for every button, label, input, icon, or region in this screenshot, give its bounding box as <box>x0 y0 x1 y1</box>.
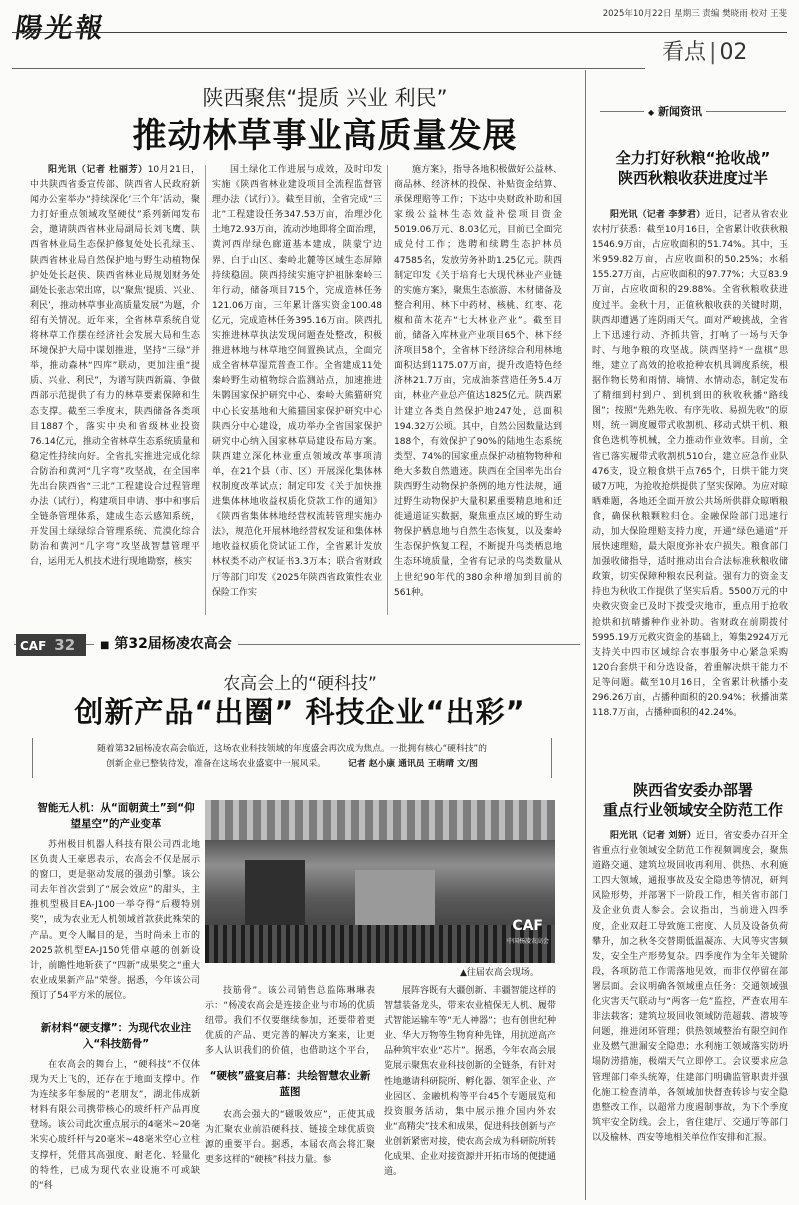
column-rule <box>387 165 388 615</box>
page-number: 02 <box>719 40 748 65</box>
right1-text: 近日，记者从省农业农村厅获悉：截至10月16日，全省累计收获秋粮1546.9万亩，占应收面积的51.74%。其中，玉米959.82万亩，占应收面积的50.25%；水稻155.27万亩，占应收面积的97.77%；大豆83.9万亩，占应收面积的29.88%。全省秋粮收获进度过半。金秋十月，正值秋粮收获的关键时期，陕西却遭遇了连阴雨天气。面对严峻挑战，全省上下迅速行动、齐抓共管，打响了一场与天争时、与地争粮的攻坚战。陕西坚持“一盘棋”思维，建立了高效的抢收抢种农机具调度系统，根据作物长势和雨情、墒情、水情动态，制定发布了精细到村到户、到机到田的秋收秋播“路线图”；按照“先熟先收、有序先收、易损先收”的原则，统一调度履带式收割机、移动式烘干机、粮食色选机等机械，全力推动作业效率。目前，全省已落实履带式收割机510台，建立应急作业队476支，设立粮食烘干点765个，日烘干能力突破7万吨，为抢收抢烘提供了坚实保障。为应对晾晒难题，各地还全面开放公共场所供群众晾晒粮食，确保秋粮颗粒归仓。金融保险部门迅速行动，加大保险理赔支持力度，开通“绿色通道”开展快速理赔，最大限度弥补农户损失。粮食部门加强收储指导，适时推动出台合法标准秋粮收储政策，切实保障种粮农民利益。强有力的资金支持也为秋收工作提供了坚实后盾。5500万元的中央救灾资金已及时下拨受灾地市，重点用于抢收抢烘和抗晴播种作业补助。省财政在前期拨付5995.19万元救灾资金的基础上，筹集2924万元支持关中四市区域综合农事服务中心紧急采购120台套烘干和分选设备，着重解决烘干能力不足等问题。截至10月16日，全省累计秋播小麦296.26万亩，占播种面积的20.94%；秋播油菜118.7万亩，占播种面积的42.24%。 <box>592 210 788 719</box>
issue-info: 2025年10月22日 星期三 责编 樊晓雨 校对 王斐 <box>602 9 787 19</box>
banner-number: 32 <box>54 636 76 654</box>
feature-subhead-1: 智能无人机：从“面朝黄土”到“仰望星空”的产业变革 <box>37 802 195 830</box>
lead-col-2: 国土绿化工作进展与成效，及时印发实施《陕西省林业建设项目全流程监督管理办法（试行）》。截至目前，全省完成“三北”工程建设任务347.53万亩，治理沙化土地72.93万亩，流动沙地即将全面治理，黄河西岸绿色廊道基本建成，陕蒙宁边界、白于山区、秦岭北麓等区域生态屏障持续稳固。陕西持续实施守护祖脉秦岭三年行动，储备项目715个，完成造林任务121.06万亩，三年累计落实资金100.48亿元，完成造林任务395.16万亩。陕西扎实推进林草执法发现问题查处整改，积极推进林地与林草地空间置换试点，全面完成全省林草湿荒普查工作。全省建成11处秦岭野生动植物综合监测站点，加速推进朱鹮国家保护研究中心、秦岭大熊猫研究中心长安基地和大熊猫国家保护研究中心陕西分中心建设，成功举办全省国家保护研究中心纳入国家林草局建设布局方案。陕西建立深化林业重点领域改革事项清单，在21个县（市、区）开展深化集体林权制度改革试点；制定印发《关于加快推进集体林地收益权质化贷款工作的通知》《陕西省集体林地经营权流转管理实施办法》，规范化开展林地经营权发证和集体林地收益权质化贷试证工作，全省累计发放林权类不动产权证书3.3万本；联合省财政厅等部门印发《2025年陕西省政策性农业保险工作实 <box>212 165 382 598</box>
feature-subhead-2: 新材料“硬支撑”：为现代农业注入“科技筋骨” <box>40 1022 192 1050</box>
headline-top-rule <box>12 68 645 69</box>
expo-photo <box>205 800 555 963</box>
feature-credit: 记者 赵小康 通讯员 王萌晴 文/图 <box>348 758 478 769</box>
photo-caption: ▲往届农高会现场。 <box>460 968 539 978</box>
news-brief-label <box>644 103 706 119</box>
lead-byline: 阳光讯（记者 杜丽芳） <box>48 165 148 175</box>
banner-title-text: 第32届杨凌农高会 <box>114 636 232 652</box>
right2-title-line1: 陕西省安委办部署 <box>632 781 753 799</box>
photo-caption-text: 中国杨凌农高会 <box>506 938 549 945</box>
diamond-icon: ◆ <box>648 108 655 117</box>
banner-tag: CAF <box>20 639 47 653</box>
feature-subhead-3: “硬核”盛宴启幕：共绘智慧农业新蓝图 <box>209 1070 371 1098</box>
lead-col-1-text: 10月21日，中共陕西省委宣传部、陕西省人民政府新闻办公室举办“持续深化‘三个年’活动，聚力打好重点领域攻坚硬仗”系列新闻发布会，邀请陕西省林业局副局长刘飞鹰、陕西省林业局生态保护修复处处长孔绿玉、陕西省林业局自然保护地与野生动植物保护处处长赵侠、陕西省林业局规划财务处副处长张志荣出席，以“聚焦‘提质、兴业、利民’，推动林草事业高质量发展”为题，介绍有关情况。近年来，全省林草系统自觉将林草工作摆在经济社会发展大局和生态环境保护大局中谋划推进，坚持“三绿”并举，推动森林“四库”联动，更加注重“提质、兴业、利民”，为谱写陕西新篇、争做西部示范提供了有力的林草要素保障和生态支撑。截至三季度末，陕西储备各类项目1887个，落实中央和省级林业投资76.14亿元，推动全省林草生态系统质量和稳定性持续向好。全省扎实推进完成化综合防治和黄河“几字弯”攻坚战，在全国率先出台陕西省“三北”工程建设合过程管理办法（试行），构建项目申请、事中和事后全链条管理体系，建成生态云感知系统，开发国土绿绿综合管理系统、荒漠化综合防治和黄河“几字弯”攻坚战智慧管理平台，运用无人机技术进行现地勘察，核实 <box>30 165 200 568</box>
feature-text-3: 技筋骨”。该公司销售总监陈琳琳表示：“杨凌农高会是连接企业与市场的优质纽带。我们不仅要继续参加，还要带着更优质的产品、更完善的解决方案来，让更多人认识我们的价值，也借助这个平台， <box>205 986 375 1057</box>
photo-crowd <box>205 925 555 963</box>
square-icon: ■ <box>100 640 110 651</box>
section-name: 看点 <box>662 40 707 65</box>
news-brief-text: 新闻资讯 <box>658 105 702 118</box>
caf-logo <box>16 634 86 656</box>
feature-banner <box>14 632 580 660</box>
page-section-label: 看点 | 02 <box>662 40 748 65</box>
right1-byline: 阳光讯（记者 李梦君） <box>610 210 706 220</box>
right1-title-line1: 全力打好秋粮“抢收战” <box>615 149 771 167</box>
feature-text-1: 苏州极目机器人科技有限公司西北地区负责人王豪恩表示，农高会不仅是展示的窗口，更是驱动发展的强劲引擎。该公司去年首次尝到了“展会效应”的甜头，主推机型极目EA-J100一举夺得“后稷特别奖”，成为农业无人机领域首款获此殊荣的产品。更令人瞩目的是，当时尚未上市的2025款机型EA-J150凭借卓越的创新设计，前瞻性地斩获了“四新”成果奖之“重大农业成果新产品”荣誉。据悉，今年该公司预订了54平方米的展位。 <box>30 840 200 1001</box>
photo-ceiling <box>205 800 555 840</box>
right-column-rule <box>585 70 586 1200</box>
lead-col-3: 施方案》，指导各地积极做好公益林、商品林、经济林的投保、补贴资金结算、承保理赔等工作；下达中央财政补助和国家级公益林生态效益补偿项目资金5019.06万元、8.03亿元，目前已全面完成兑付工作；选聘和续聘生态护林员47585名，发放劳务补助1.25亿元。陕西制定印发《关于培育七大现代林业产业链的实施方案》，聚焦生态旅游、木材储备及整合利用、林下中药材、核桃、红枣、花椒和苗木花卉“七大林业产业”。截至目前，储备入库林业产业项目65个、林下经济项目58个，全省林下经济综合利用林地面积达到1175.07万亩，提升改造特色经济林21.7万亩，完成油茶营造任务5.4万亩，林业产业总产值达1825亿元。陕西累计建立各类自然保护地247处，总面积194.32万公顷。其中，自然公园数量达到188个，有效保护了90%的陆地生态系统类型、74%的国家重点保护动植物物种和绝大多数自然遗迹。陕西在全国率先出台陕西野生动物保护条例的地方性法规，通过野生动物保护大量积累重要精息地和迁徙通道证实数据，聚焦重点区域的野生动物保护栖息地与自然生态恢复，以及秦岭生态保护恢复工程，不断提升鸟类栖息地生态环境质量，全省有记录的鸟类数量从上世纪90年代的380余种增加到目前的561种。 <box>394 165 562 598</box>
right2-title-line2: 重点行业领域安全防范工作 <box>602 801 783 819</box>
feature-lead-box <box>32 738 552 778</box>
right2-title <box>595 780 791 820</box>
feature-text-4: 农高会强大的“磁吸效应”，正使其成为汇聚农业前沿硬科技、链接全球优质资源的重要平台。据悉，本届农高会将汇聚更多这样的“硬核”科技力量。参 <box>205 1110 375 1166</box>
feature-lead-line2-text: 创新企业已整装待发，准备在这场农业盛宴中一展风采。 <box>106 758 327 769</box>
lead-headline: 推动林草事业高质量发展 <box>132 116 518 156</box>
feature-text-2: 在农高会的舞台上，“硬科技”不仅体现为天上飞的，还存在于地面支撑中。作为连续多年参展的“老朋友”，湖北伟成新材料有限公司携带核心的玻纤杆产品再度登场。该公司此次重点展示的4毫米~20毫米实心玻纤杆与20毫米~48毫米空心立柱支撑杆，凭借其高强度、耐老化、轻量化的特性，已成为现代农业设施不可或缺的“科 <box>30 1060 200 1191</box>
right2-byline: 阳光讯（记者 刘妍） <box>610 831 697 841</box>
masthead-rule <box>12 32 787 33</box>
feature-lead-line1: 随着第32届杨凌农高会临近，这场农业科技领域的年度盛会再次成为焦点。一批拥有核心“硬科技”的 <box>97 744 487 754</box>
feature-text-5: 展阵容既有大疆创新、丰疆智能这样的智慧装备龙头，带来农业植保无人机、履带式智能运输车等“无人神器”；也有创世纪种业、华大万物等生物育种先锋，用抗逆高产品种筑牢农业“芯片”。据悉，今年农高会展览展示聚焦农业科技创新的全链条，有针对性地邀请科研院所、孵化器、领军企业、产业园区、金融机构等平台45个专题展览和投资服务活动，集中展示推介国内外农业“高精尖”技术和成果，促进科技创新与产业创新紧密对接，使农高会成为科研院所转化成果、企业对接资源并开拓市场的便捷通道。 <box>384 986 556 1178</box>
lead-kicker: 陕西聚焦“提质 兴业 利民” <box>202 86 448 110</box>
feature-headline: 创新产品“出圈” 科技企业“出彩” <box>74 695 526 729</box>
banner-title <box>94 633 238 653</box>
feature-kicker: 农高会上的“硬科技” <box>223 674 377 694</box>
photo-booth <box>355 870 435 930</box>
feature-lead-line2 <box>33 757 551 772</box>
news-brief-header <box>600 103 786 120</box>
right1-title <box>597 148 789 188</box>
right2-body <box>592 829 788 1201</box>
newspaper-logo: 陽光報 <box>13 13 108 44</box>
right1-title-line2: 陕西秋粮收获进度过半 <box>617 169 768 187</box>
right2-text: 近日，省安委办召开全省重点行业领域安全防范工作视频调度会，聚焦道路交通、建筑垃圾回收再利用、供热、水利施工四大领域，通报事故及安全隐患等情况，研判风险形势，并部署下一阶段工作，相关省市部门及企业负责人参会。会议指出，当前进入四季度，企业双赶工导致施工密度、人员及设备负荷攀升，加之秋冬交替期低温凝冻、大风等灾害频发，安全生产形势复杂。四季度作为全年关键阶段，各项防范工作需落地见效，而非仅停留在部署层面。会议明确各领域重点任务：交通领域强化灾害天气联动与“两客一危”监控，严查农用车非法载客；建筑垃圾回收领域防范超载、潜坡等问题，推进闭环管理；供热领域整治有限空间作业及燃气泄漏安全隐患；水利施工领域落实防坍塌防涝措施，极端天气立即停工。会议要求应急管理部门牵头统筹，住建部门明确监管职责并强化施工检查清单，各领域加快督查转诊与安全隐患整改工作，以超常力度遏制事故，为下个季度筑牢安全防线。会上，省住建厅、交通厅等部门以及榆林、西安等地相关单位作安排和汇报。 <box>592 831 788 1143</box>
right1-body <box>592 208 788 752</box>
photo-logo: CAF <box>512 918 543 934</box>
column-rule <box>205 165 206 615</box>
lead-col-1 <box>30 163 200 619</box>
